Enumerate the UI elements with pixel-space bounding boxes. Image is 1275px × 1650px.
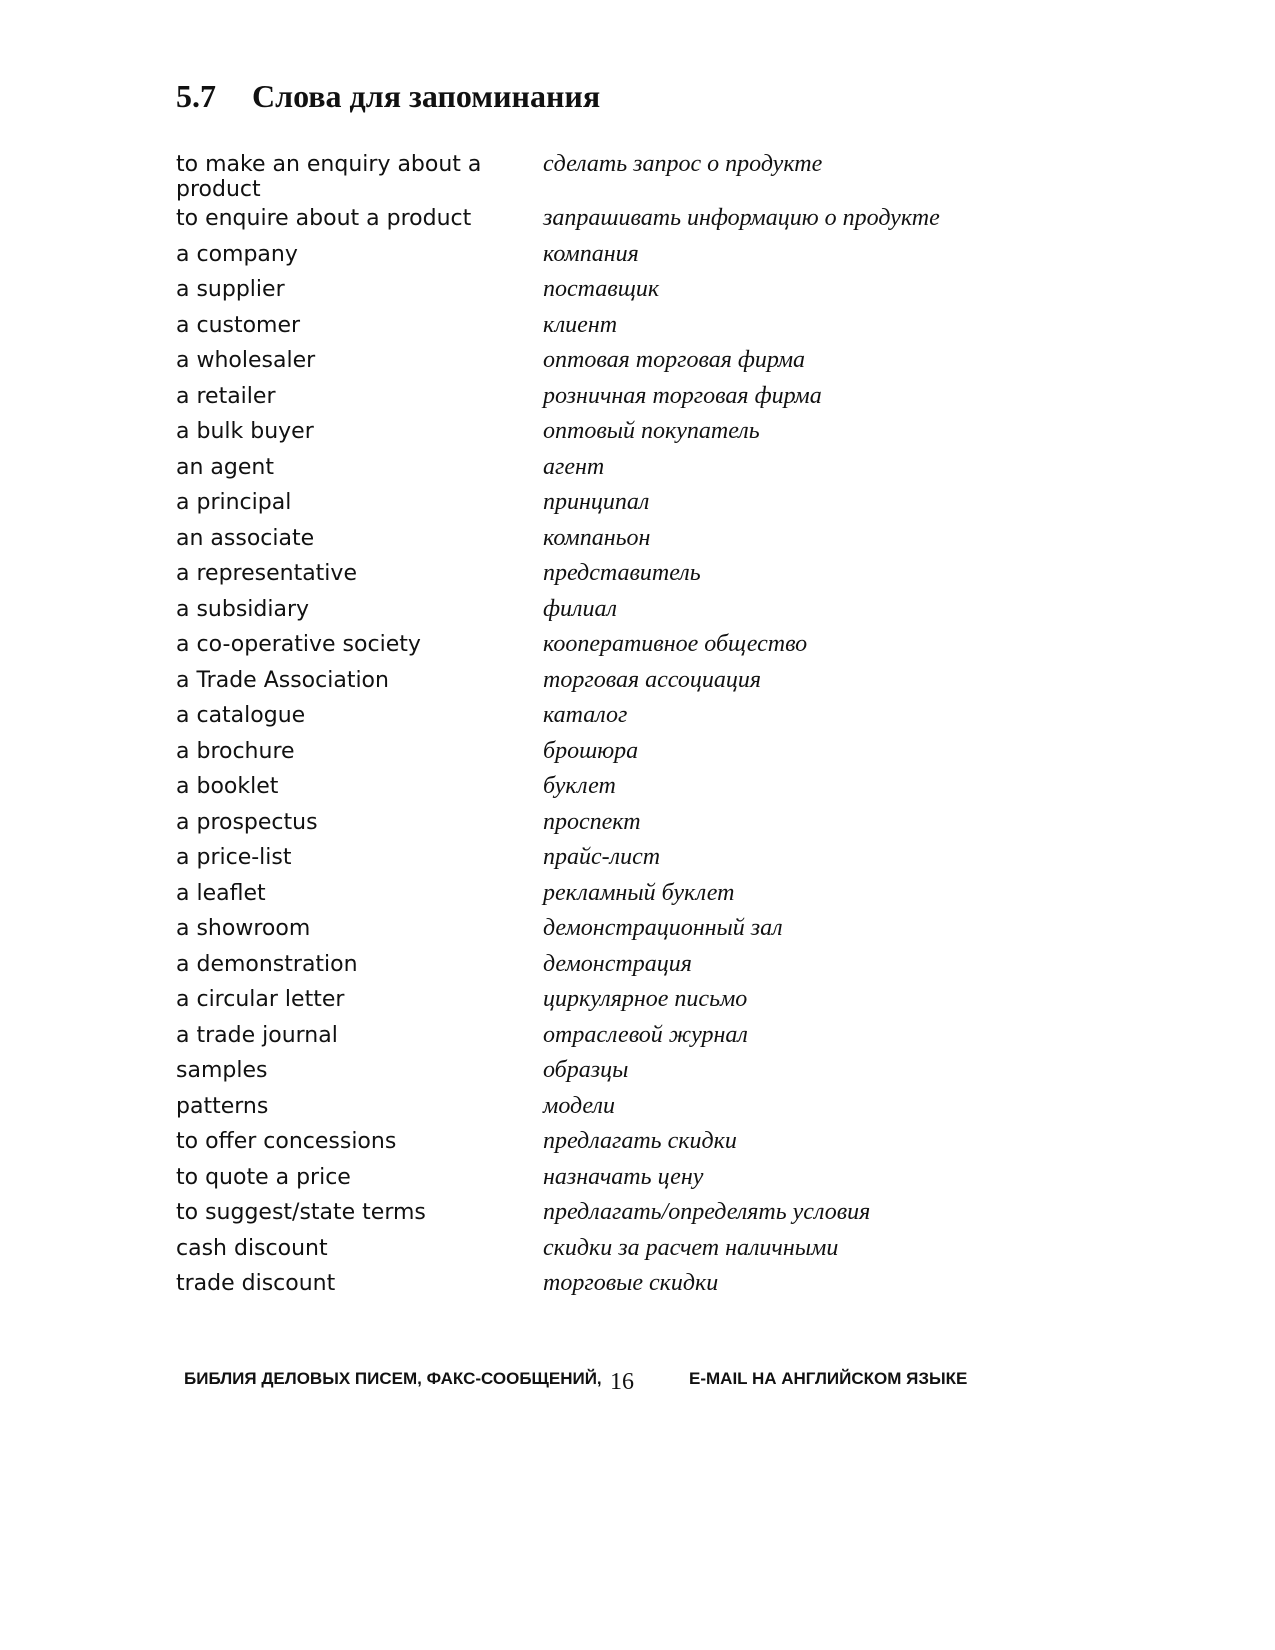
- vocab-translation: агент: [543, 453, 605, 480]
- vocab-term: a booklet: [176, 774, 279, 799]
- vocab-translation: сделать запрос о продукте: [543, 151, 823, 177]
- vocab-translation: оптовая торговая фирма: [543, 347, 806, 373]
- vocab-row: [176, 664, 1036, 700]
- vocab-row: [176, 522, 1036, 558]
- section-heading: [176, 74, 600, 118]
- vocab-row: [176, 202, 1036, 238]
- footer-left-text: БИБЛИЯ ДЕЛОВЫХ ПИСЕМ, ФАКС-СООБЩЕНИЙ,: [184, 1369, 602, 1388]
- vocab-term: to enquire about a product: [176, 206, 472, 231]
- vocab-row: [176, 1161, 1036, 1197]
- vocab-translation: оптовый покупатель: [543, 418, 760, 444]
- vocab-translation: рекламный буклет: [543, 879, 735, 906]
- vocab-term: a principal: [176, 490, 292, 515]
- vocab-row: [176, 238, 1036, 274]
- vocab-translation: прайс-лист: [543, 844, 661, 870]
- vocab-term: a subsidiary: [176, 596, 310, 622]
- vocab-translation: предлагать скидки: [543, 1128, 737, 1154]
- vocab-row: [176, 1196, 1036, 1232]
- vocab-translation: назначать цену: [543, 1163, 704, 1190]
- vocab-row: [176, 486, 1036, 522]
- vocab-row: [176, 770, 1036, 806]
- vocab-translation: запрашивать информацию о продукте: [543, 205, 940, 231]
- vocab-row: [176, 948, 1036, 984]
- vocab-translation: демонстрация: [543, 950, 692, 977]
- vocab-term: to make an enquiry about a product: [176, 152, 482, 202]
- vocab-translation: буклет: [543, 773, 616, 799]
- vocab-term: an associate: [176, 525, 315, 551]
- vocab-row: [176, 699, 1036, 735]
- vocab-row: [176, 983, 1036, 1019]
- vocab-translation: образцы: [543, 1057, 629, 1083]
- vocab-translation: поставщик: [543, 276, 660, 302]
- vocab-row: [176, 309, 1036, 345]
- vocab-row: [176, 273, 1036, 309]
- vocab-term: to suggest/state terms: [176, 1200, 426, 1225]
- vocab-row: [176, 1054, 1036, 1090]
- vocab-translation: торговая ассоциация: [543, 666, 761, 693]
- vocabulary-list: [176, 148, 1036, 1303]
- vocab-term: a co-operative society: [176, 632, 421, 657]
- vocab-term: a brochure: [176, 738, 295, 764]
- vocab-term: trade discount: [176, 1271, 336, 1296]
- vocab-term: a showroom: [176, 916, 311, 941]
- vocab-term: a prospectus: [176, 809, 318, 835]
- vocab-term: a leaflet: [176, 880, 266, 906]
- vocab-row: [176, 451, 1036, 487]
- vocab-translation: кооперативное общество: [543, 631, 808, 657]
- vocab-row: [176, 735, 1036, 771]
- vocab-term: a representative: [176, 561, 357, 586]
- vocab-translation: модели: [543, 1092, 615, 1119]
- vocab-translation: представитель: [543, 560, 701, 586]
- vocab-row: [176, 806, 1036, 842]
- vocab-term: an agent: [176, 454, 274, 480]
- vocab-term: samples: [176, 1058, 268, 1083]
- vocab-translation: предлагать/определять условия: [543, 1199, 871, 1225]
- vocab-term: to offer concessions: [176, 1129, 397, 1154]
- vocab-translation: клиент: [543, 311, 618, 338]
- vocab-row: [176, 877, 1036, 913]
- vocab-translation: циркулярное письмо: [543, 986, 748, 1012]
- vocab-term: a catalogue: [176, 703, 306, 728]
- vocab-translation: проспект: [543, 808, 641, 835]
- vocab-term: a demonstration: [176, 951, 358, 977]
- vocab-term: a customer: [176, 312, 301, 338]
- vocab-translation: розничная торговая фирма: [543, 382, 822, 409]
- vocab-term: a supplier: [176, 277, 285, 302]
- vocab-row: [176, 912, 1036, 948]
- vocab-translation: брошюра: [543, 737, 639, 764]
- vocab-translation: демонстрационный зал: [543, 915, 783, 941]
- footer-right-text: E-MAIL НА АНГЛИЙСКОМ ЯЗЫКЕ: [689, 1369, 968, 1388]
- vocab-row: [176, 557, 1036, 593]
- vocab-term: a retailer: [176, 383, 276, 409]
- vocab-term: a bulk buyer: [176, 419, 314, 444]
- vocab-row: [176, 148, 1036, 202]
- vocab-translation: компания: [543, 240, 639, 267]
- section-number: 5.7: [176, 78, 216, 114]
- vocab-row: [176, 1125, 1036, 1161]
- vocab-row: [176, 344, 1036, 380]
- vocab-row: [176, 841, 1036, 877]
- vocab-row: [176, 1267, 1036, 1303]
- vocab-translation: филиал: [543, 595, 617, 622]
- vocab-term: a trade journal: [176, 1022, 338, 1048]
- section-title: Слова для запоминания: [252, 78, 601, 114]
- vocab-translation: скидки за расчет наличными: [543, 1234, 839, 1261]
- page-number: 16: [610, 1369, 634, 1395]
- vocab-row: [176, 415, 1036, 451]
- vocab-term: patterns: [176, 1093, 269, 1119]
- vocab-term: to quote a price: [176, 1164, 351, 1190]
- vocab-term: a wholesaler: [176, 348, 316, 373]
- vocab-term: a price-list: [176, 845, 292, 870]
- vocab-term: cash discount: [176, 1235, 328, 1261]
- vocab-term: a Trade Association: [176, 667, 389, 693]
- vocab-row: [176, 593, 1036, 629]
- vocab-translation: отраслевой журнал: [543, 1021, 748, 1048]
- vocab-row: [176, 628, 1036, 664]
- vocab-term: a circular letter: [176, 987, 345, 1012]
- vocab-translation: торговые скидки: [543, 1270, 719, 1296]
- vocab-translation: принципал: [543, 489, 650, 515]
- vocab-term: a company: [176, 241, 298, 267]
- vocab-row: [176, 1090, 1036, 1126]
- vocab-row: [176, 1232, 1036, 1268]
- vocab-row: [176, 1019, 1036, 1055]
- vocab-translation: каталог: [543, 702, 628, 728]
- vocab-translation: компаньон: [543, 524, 651, 551]
- vocab-row: [176, 380, 1036, 416]
